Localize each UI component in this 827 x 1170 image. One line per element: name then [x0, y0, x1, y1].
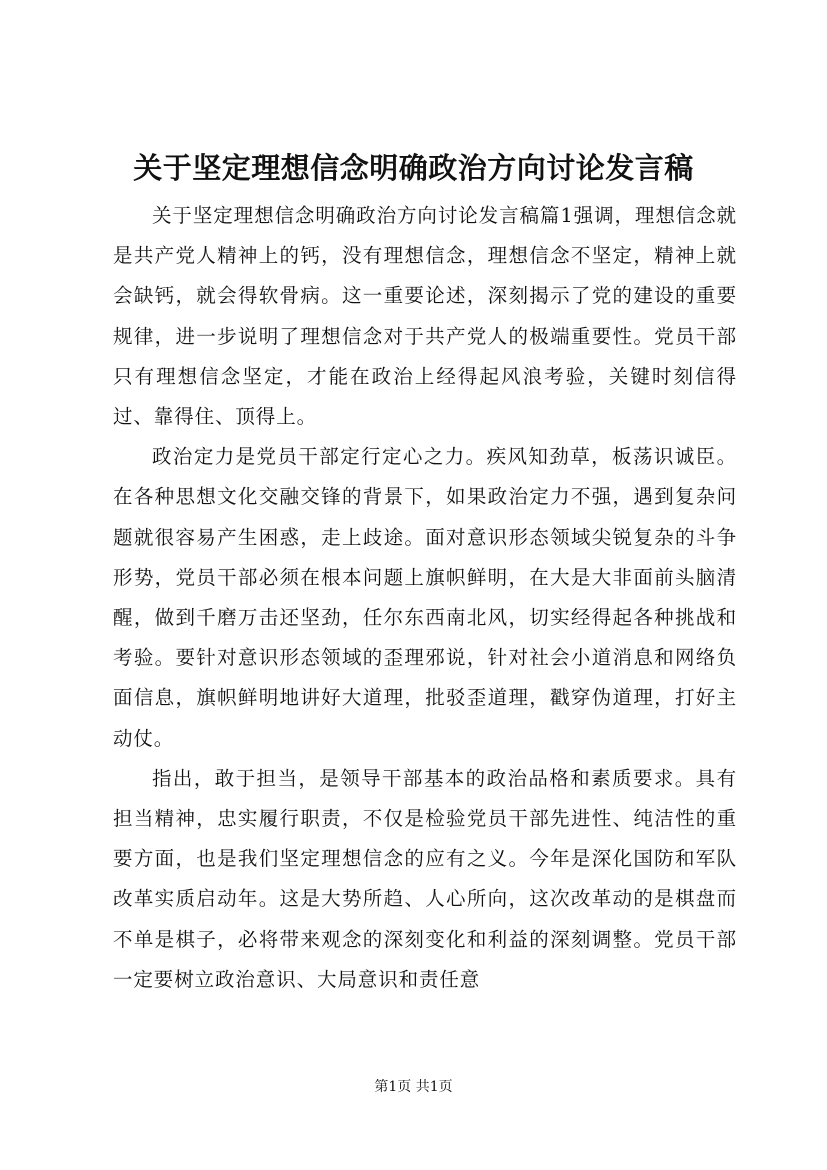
paragraph-2: 政治定力是党员干部定行定心之力。疾风知劲草，板荡识诚臣。在各种思想文化交融交锋的背景下，如果政治定力不强，遇到复杂问题就很容易产生困惑，走上歧途。面对意识形态领域尖锐复杂的斗争形势，党员干部必须在根本问题上旗帜鲜明，在大是大非面前头脑清醒，做到千磨万击还坚劲，任尔东西南北风，切实经得起各种挑战和考验。要针对意识形态领域的歪理邪说，针对社会小道消息和网络负面信息，旗帜鲜明地讲好大道理，批驳歪道理，戳穿伪道理，打好主动仗。 — [113, 445, 737, 750]
document-title: 关于坚定理想信念明确政治方向讨论发言稿 — [133, 151, 694, 185]
document-body — [113, 196, 737, 1000]
page-number-footer: 第1页 共1页 — [374, 1079, 453, 1095]
paragraph-1: 关于坚定理想信念明确政治方向讨论发言稿篇1强调，理想信念就是共产党人精神上的钙，没有理想信念，理想信念不坚定，精神上就会缺钙，就会得软骨病。这一重要论述，深刻揭示了党的建设的重要规律，进一步说明了理想信念对于共产党人的极端重要性。党员干部只有理想信念坚定，才能在政治上经得起风浪考验，关键时刻信得过、靠得住、顶得上。 — [113, 204, 737, 429]
paragraph-3: 指出，敢于担当，是领导干部基本的政治品格和素质要求。具有担当精神，忠实履行职责，不仅是检验党员干部先进性、纯洁性的重要方面，也是我们坚定理想信念的应有之义。今年是深化国防和军队改革实质启动年。这是大势所趋、人心所向，这次改革动的是棋盘而不单是棋子，必将带来观念的深刻变化和利益的深刻调整。党员干部一定要树立政治意识、大局意识和责任意 — [113, 766, 737, 991]
